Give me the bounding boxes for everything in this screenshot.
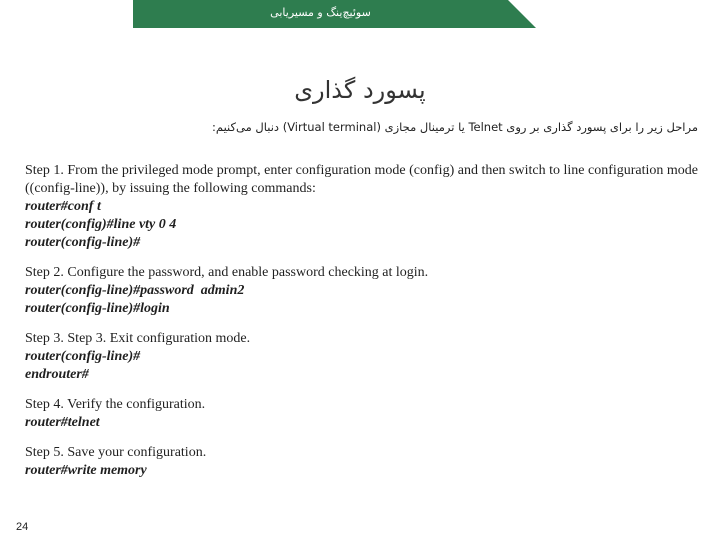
step-text: Save your configuration. <box>63 445 207 460</box>
command-line: router#write memory <box>25 463 147 478</box>
step-5 <box>25 444 705 480</box>
banner-notch <box>508 0 536 28</box>
step-label: Step 4. <box>25 397 64 412</box>
step-1 <box>25 162 705 252</box>
command-line: router(config-line)#password admin2 <box>25 283 245 298</box>
intro-text: مراحل زیر را برای پسورد گذاری بر روی Telnet یا ترمینال مجازی (Virtual terminal) دنبال می‌کنیم: <box>212 120 698 134</box>
step-3 <box>25 330 705 384</box>
command-line: endrouter# <box>25 367 89 382</box>
banner-title: سوئیچ‌ینگ و مسیریابی <box>270 6 371 19</box>
step-text: From the privileged mode prompt, enter configuration mode (config) and then switch to line configuration mode ((config-line)), by issuing the following commands: <box>25 163 699 196</box>
step-label: Step 5. <box>25 445 64 460</box>
command-line: router#conf t <box>25 199 101 214</box>
step-text: Verify the configuration. <box>63 397 206 412</box>
steps-content <box>25 162 705 492</box>
step-label: Step 1. <box>25 163 64 178</box>
command-line: router(config-line)# <box>25 235 141 250</box>
page-number: 24 <box>16 521 29 533</box>
command-line: router(config-line)# <box>25 349 141 364</box>
step-label: Step 3. <box>25 331 64 346</box>
header-banner <box>133 0 536 28</box>
slide-title: پسورد گذاری <box>294 76 426 104</box>
command-line: router#telnet <box>25 415 100 430</box>
step-2 <box>25 264 705 318</box>
command-line: router(config-line)#login <box>25 301 170 316</box>
step-text: Step 3. Exit configuration mode. <box>63 331 251 346</box>
step-text: Configure the password, and enable password checking at login. <box>63 265 429 280</box>
step-4 <box>25 396 705 432</box>
command-line: router(config)#line vty 0 4 <box>25 217 177 232</box>
step-label: Step 2. <box>25 265 64 280</box>
